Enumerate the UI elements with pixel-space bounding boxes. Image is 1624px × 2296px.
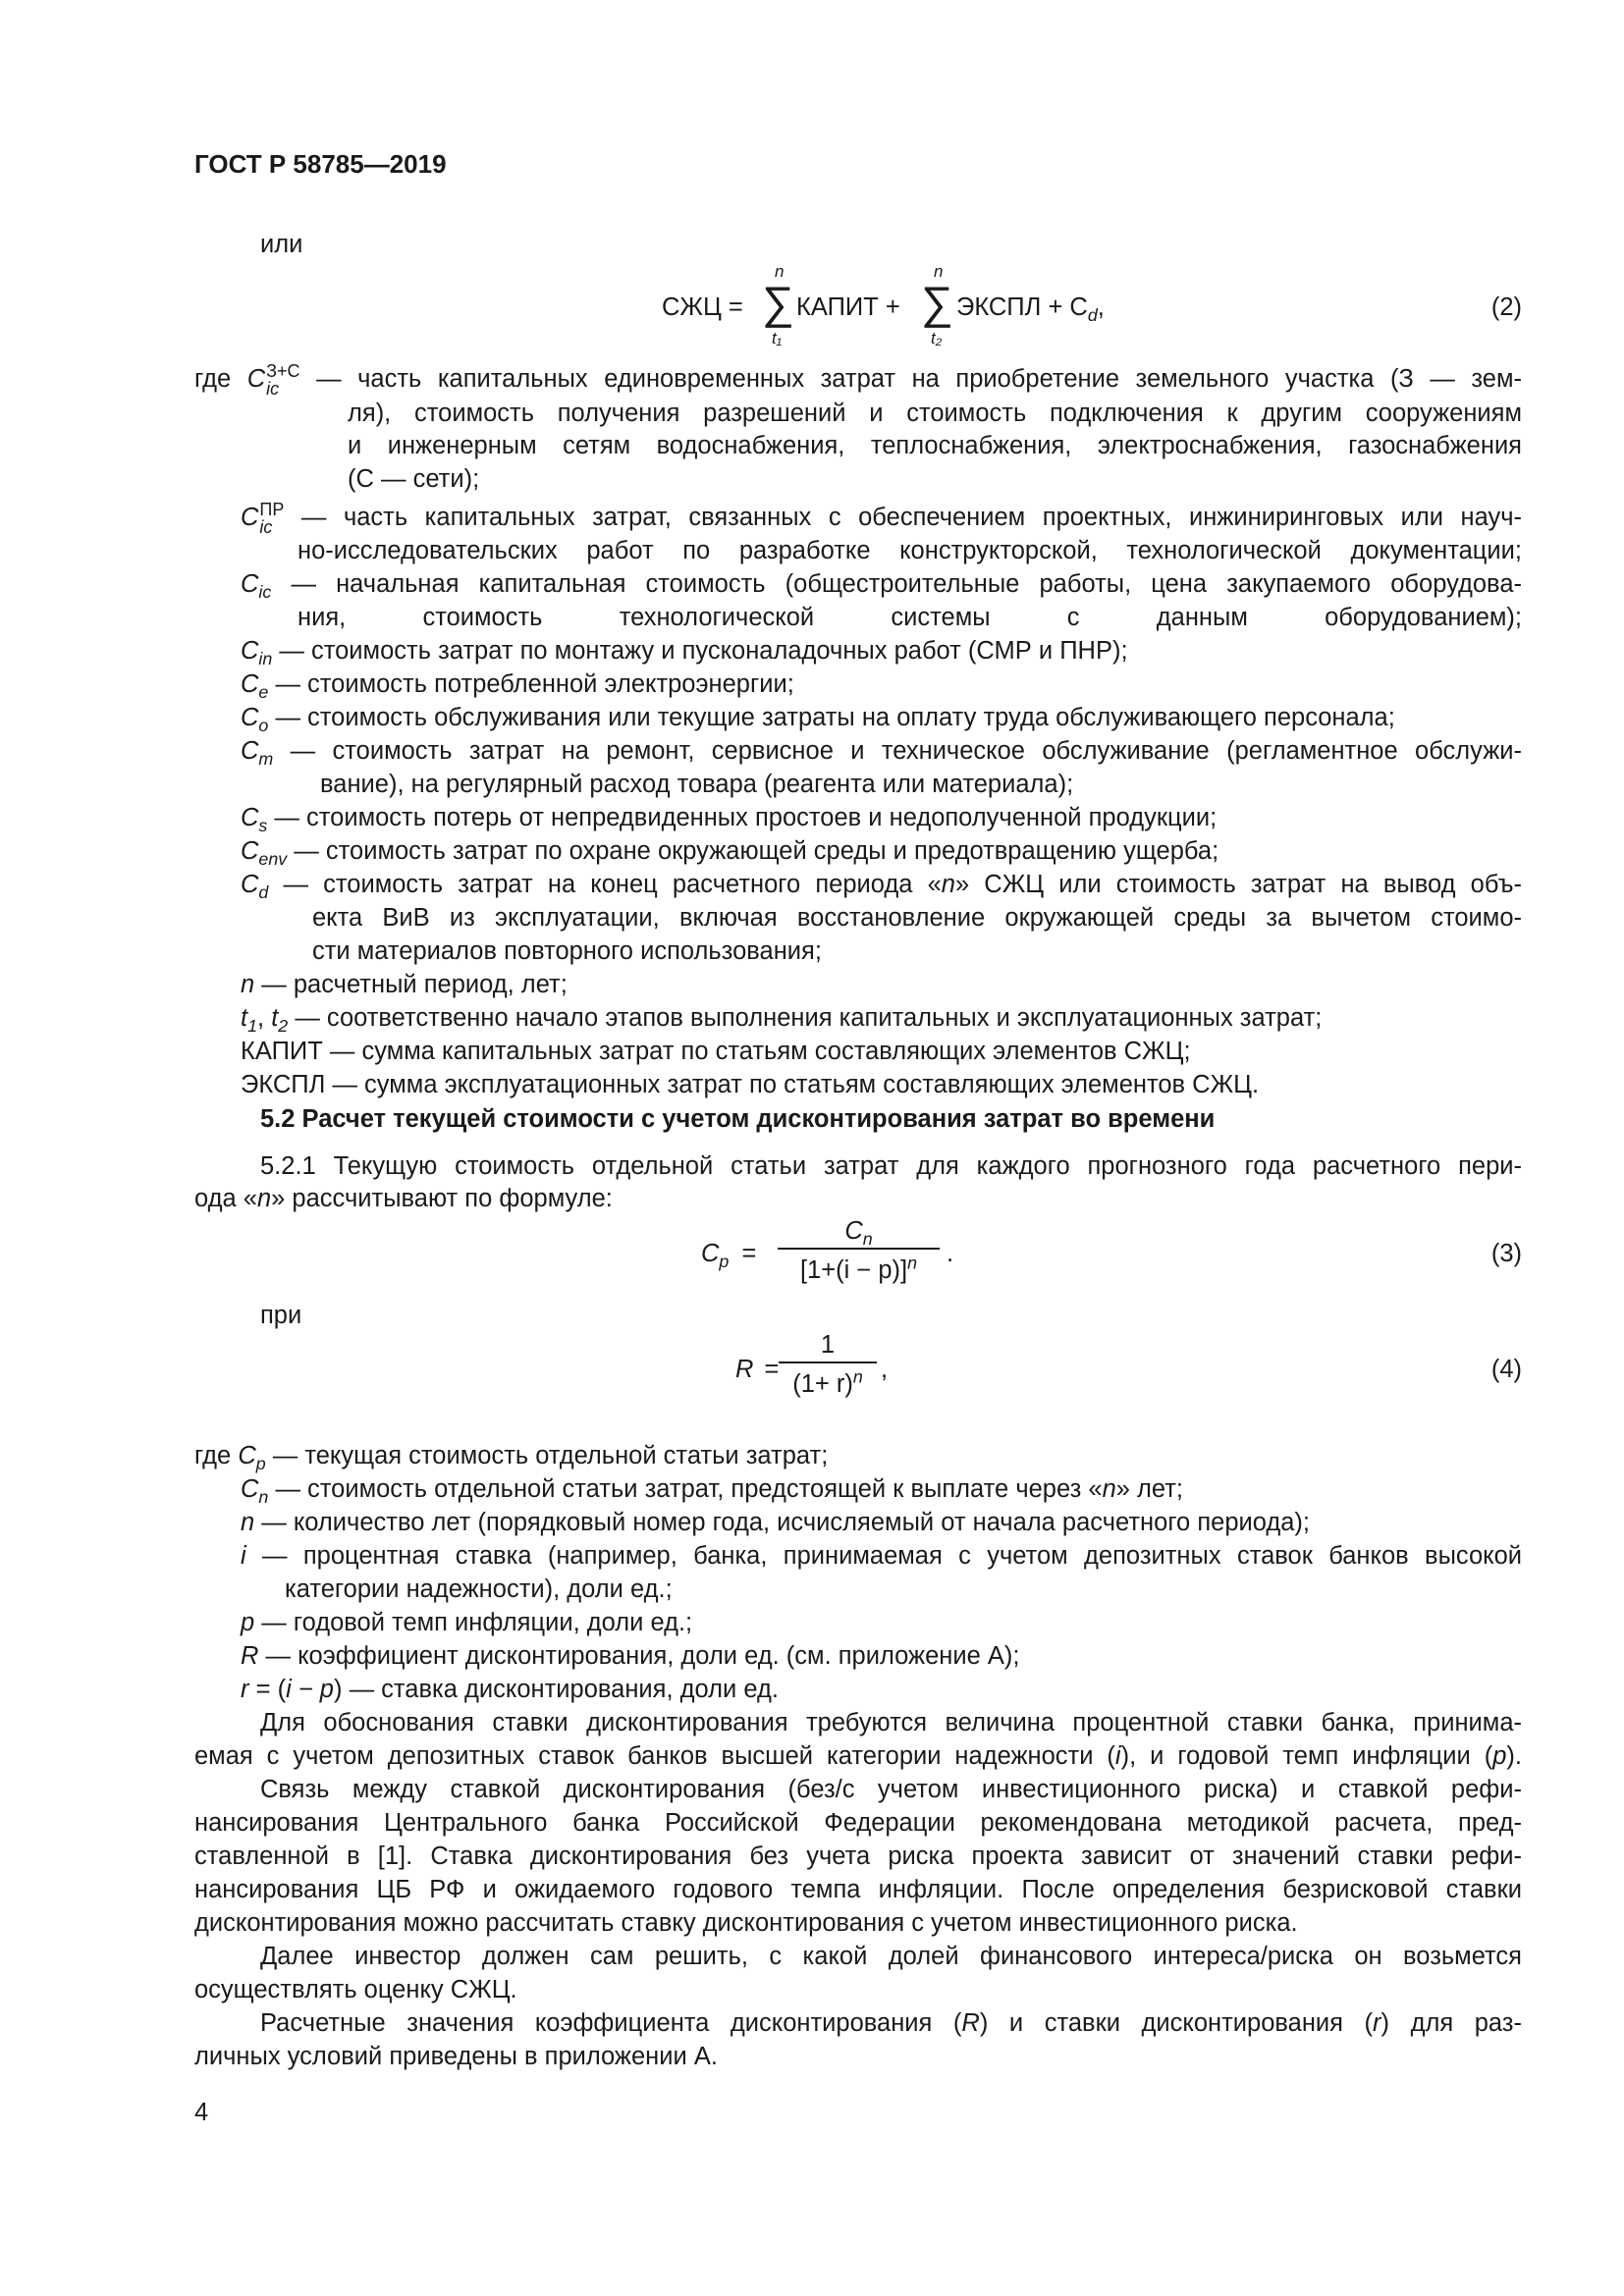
section-heading: 5.2 Расчет текущей стоимости с учетом дисконтирования затрат во времени	[260, 1105, 1216, 1133]
definition-text: — стоимость затрат на ремонт, сервисное и техническое обслуживание (регламентное обслужи-	[273, 737, 1522, 765]
definition-term: ЭКСПЛ	[241, 1071, 326, 1098]
paragraph-math: p	[1492, 1742, 1507, 1770]
definition-term: КАПИТ	[241, 1038, 323, 1065]
definition-subscript: ic	[258, 582, 272, 603]
definition-subscript: ic	[266, 379, 280, 400]
paragraph-text: личных условий приведены в приложении А.	[194, 2043, 718, 2070]
definition-prefix: где	[194, 1442, 239, 1469]
paragraph-text: и ставки дисконтирования	[988, 2009, 1365, 2037]
definition-symbol: C	[241, 737, 259, 765]
formula-2-term-2-end: ,	[1097, 294, 1105, 321]
formula-4-eq: =	[764, 1356, 780, 1383]
paragraph-text: Связь между ставкой дисконтирования (без/с учетом инвестиционного риска) и ставкой рефи-	[260, 1776, 1522, 1803]
paragraph-text: Для обоснования ставки дисконтирования требуются величина процентной ставки банка, принима-	[260, 1709, 1522, 1736]
formula-3-number: (3)	[1490, 1240, 1522, 1267]
paragraph-line	[194, 1739, 1522, 1773]
definition-superscript: З+С	[266, 361, 300, 382]
definition-text: — стоимость отдельной статьи затрат, предстоящей к выплате через	[268, 1475, 1089, 1503]
paragraph-text: ставленной в [1]. Ставка дисконтирования без учета риска проекта зависит от значений ставки рефи-	[194, 1842, 1522, 1870]
para-521-text-b: » рассчитывают по формуле:	[271, 1185, 613, 1212]
paragraph-line	[194, 1973, 517, 2006]
definition-text: — процентная ставка (например, банка, принимаемая с учетом депозитных ставок банков высокой	[245, 1542, 1522, 1570]
definition-text: — часть капитальных затрат, связанных с обеспечением проектных, инжиниринговых или науч-	[284, 504, 1522, 531]
formula-4-end: ,	[881, 1356, 889, 1383]
paragraph-text: (	[952, 2009, 962, 2037]
definition-line	[241, 868, 1522, 901]
definition-text: сти материалов повторного использования;	[312, 937, 822, 965]
definition-text: — расчетный период, лет;	[254, 971, 568, 998]
formula-3-numerator	[778, 1214, 940, 1250]
paragraph-line	[260, 2006, 1522, 2040]
definition-line	[241, 1673, 779, 1706]
definition-symbol: C	[241, 1475, 259, 1503]
definition-subscript: ic	[259, 517, 273, 538]
definition-text: — стоимость потребленной электроэнергии;	[268, 670, 794, 698]
definition-line	[241, 1035, 1191, 1068]
paragraph-text: .	[1514, 1742, 1522, 1770]
definition-subscript: d	[258, 882, 269, 903]
formula-4-intro: при	[260, 1302, 302, 1329]
definition-symbol: R	[241, 1642, 259, 1670]
definition-text: — соответственно начало этапов выполнения капитальных и эксплуатационных затрат;	[288, 1004, 1323, 1032]
sigma-2-top: n	[934, 262, 944, 281]
definition-text: — стоимость затрат на конец расчетного периода	[268, 871, 928, 898]
definition-text: лет;	[1129, 1475, 1184, 1503]
definition-text: — текущая стоимость отдельной статьи затрат;	[265, 1442, 829, 1469]
paragraph-text: (	[1364, 2009, 1374, 2037]
definition-symbol: C	[241, 704, 259, 731]
definition-line	[298, 601, 1522, 634]
paragraph-text: )	[1506, 1742, 1515, 1770]
definition-symbol: r	[241, 1676, 249, 1703]
definition-text: »	[954, 871, 970, 898]
definition-line	[241, 667, 794, 701]
paragraph-line	[260, 1706, 1522, 1739]
sigma-2-bottom: t₂	[931, 329, 943, 347]
formula-2-term-1: КАПИТ +	[796, 294, 900, 321]
definition-text: ля), стоимость получения разрешений и стоимость подключения к другим сооружениям	[348, 400, 1522, 427]
definition-symbol: C	[241, 504, 259, 531]
definition-symbol: C	[238, 1442, 256, 1469]
definition-text: и инженерным сетям водоснабжения, теплоснабжения, электроснабжения, газоснабжения	[348, 432, 1522, 459]
definition-line	[320, 768, 1073, 801]
definition-text: (	[277, 1676, 287, 1703]
definition-symbol: t	[241, 1004, 248, 1032]
definition-subscript: n	[258, 1487, 269, 1508]
paragraph-text: , и годовой темп инфляции	[1129, 1742, 1485, 1770]
paragraph-text: )	[1120, 1742, 1130, 1770]
definition-line	[241, 1639, 1019, 1673]
formula-2-number: (2)	[1490, 294, 1522, 321]
formula-2-term-2-text: ЭКСПЛ + C	[956, 294, 1088, 321]
formula-3-eq: =	[741, 1240, 757, 1267]
formula-4-lhs-sym: R	[735, 1356, 754, 1383]
definition-line	[285, 1573, 673, 1606]
definition-symbol: n	[241, 971, 255, 998]
definition-text: «	[1088, 1475, 1103, 1503]
paragraph-text: дисконтирования можно рассчитать ставку дисконтирования с учетом инвестиционного риска.	[194, 1909, 1298, 1937]
definition-text: — годовой темп инфляции, доли ед.;	[254, 1609, 693, 1636]
formula-3-fraction	[778, 1214, 940, 1287]
formula-4-number: (4)	[1490, 1356, 1522, 1383]
paragraph-line	[194, 1806, 1522, 1840]
definition-symbol: C	[241, 570, 259, 598]
para-521-n: n	[256, 1185, 272, 1212]
definition-text: — сумма капитальных затрат по статьям составляющих элементов СЖЦ;	[322, 1038, 1191, 1065]
formula-4-fraction	[779, 1328, 877, 1401]
paragraph-text: (	[1484, 1742, 1493, 1770]
definition-text: — стоимость обслуживания или текущие затраты на оплату труда обслуживающего персонала;	[268, 704, 1395, 731]
formula-3-lhs-sym: C	[701, 1240, 720, 1267]
paragraph-text: Расчетные значения коэффициента дисконтирования	[260, 2009, 953, 2037]
definition-math: n	[941, 871, 955, 898]
definition-symbol: p	[241, 1609, 255, 1636]
definition-line	[241, 1472, 1183, 1506]
definition-text: — количество лет (порядковый номер года, исчисляемый от начала расчетного периода);	[254, 1509, 1310, 1536]
definition-subscript: 1	[247, 1016, 258, 1037]
definition-symbol: n	[241, 1509, 255, 1536]
definition-text: категории надежности), доли ед.;	[285, 1575, 673, 1603]
formula-intro: или	[260, 231, 303, 258]
formula-2-term-2-sub: d	[1087, 305, 1098, 326]
paragraph-line	[194, 1840, 1522, 1873]
definition-line	[194, 1439, 828, 1472]
para-521-text-a: ода «	[194, 1185, 257, 1212]
formula-3-end: .	[947, 1240, 954, 1267]
formula-3-denominator	[778, 1250, 940, 1287]
paragraph-math: r	[1373, 2009, 1381, 2037]
definition-text: екта ВиВ из эксплуатации, включая восстановление окружающей среды за вычетом стоимо-	[312, 904, 1522, 932]
paragraph-math: i	[1114, 1742, 1121, 1770]
definition-line	[241, 634, 1128, 667]
definition-subscript: env	[258, 849, 288, 870]
definition-text: =	[248, 1676, 278, 1703]
definition-prefix: где	[194, 365, 247, 393]
definition-line	[312, 934, 822, 968]
definition-symbol-2: t	[271, 1004, 279, 1032]
formula-4-denominator	[779, 1363, 877, 1401]
definition-indices	[266, 362, 299, 398]
document-code: ГОСТ Р 58785—2019	[194, 149, 447, 179]
paragraph-text: емая с учетом депозитных ставок банков высшей категории надежности	[194, 1742, 1108, 1770]
formula-3-lhs	[701, 1237, 756, 1270]
definition-symbol: C	[241, 837, 259, 865]
paragraph-text: )	[1380, 2009, 1390, 2037]
definition-symbol: C	[241, 670, 259, 698]
definition-text: — коэффициент дисконтирования, доли ед. (см. приложение А);	[258, 1642, 1020, 1670]
definition-line	[241, 567, 1522, 601]
definition-subscript: p	[255, 1454, 266, 1474]
paragraph-text: )	[979, 2009, 989, 2037]
definition-line	[241, 501, 1522, 536]
paragraph-math: R	[961, 2009, 980, 2037]
definition-subscript: in	[258, 649, 273, 669]
formula-2-lhs: СЖЦ =	[662, 294, 743, 321]
definition-text: «	[927, 871, 942, 898]
definition-line	[241, 968, 568, 1001]
paragraph-text: для раз-	[1389, 2009, 1522, 2037]
definition-text: — стоимость затрат по охране окружающей среды и предотвращению ущерба;	[287, 837, 1219, 865]
definition-subscript: m	[258, 749, 274, 770]
paragraph-line	[260, 1940, 1522, 1973]
definition-subscript: s	[258, 816, 268, 836]
definition-line	[348, 397, 1522, 430]
definition-line	[312, 901, 1522, 934]
definition-line	[241, 734, 1522, 768]
definition-symbol: C	[246, 365, 266, 393]
page-number: 4	[194, 2099, 209, 2126]
paragraph-line	[194, 2040, 718, 2073]
definition-text: (С — сети);	[348, 465, 480, 493]
definition-line	[241, 801, 1217, 834]
paragraph-line	[260, 1773, 1522, 1806]
definition-text: — ставка дисконтирования, доли ед.	[342, 1676, 779, 1703]
formula-2-term-2	[956, 291, 1105, 324]
formula-4-numerator: 1	[779, 1328, 877, 1363]
formula-4-den-sup: n	[852, 1366, 863, 1387]
definition-text: ния, стоимость технологической системы с данным оборудованием);	[298, 604, 1522, 631]
definition-text: СЖЦ или стоимость затрат на вывод объ-	[969, 871, 1523, 898]
definition-symbol: C	[241, 637, 259, 665]
definition-line	[241, 1068, 1259, 1101]
definition-text: )	[333, 1676, 343, 1703]
sigma-1: ∑	[762, 277, 794, 328]
definition-line	[241, 1001, 1322, 1035]
para-521-line-2	[194, 1182, 613, 1215]
definition-subscript: o	[258, 716, 269, 736]
definition-text: — часть капитальных единовременных затрат на приобретение земельного участка (З — зем-	[299, 365, 1522, 393]
paragraph-text: Далее инвестор должен сам решить, с какой долей финансового интереса/риска он возьмется	[260, 1943, 1522, 1970]
paragraph-text: осуществлять оценку СЖЦ.	[194, 1976, 517, 2003]
paragraph-line	[194, 1873, 1522, 1906]
definition-line	[241, 1606, 692, 1639]
definition-indices	[259, 501, 284, 536]
paragraph-text: (	[1107, 1742, 1115, 1770]
definition-line	[241, 1539, 1522, 1573]
definition-line	[298, 534, 1522, 567]
para-521-line-1: 5.2.1 Текущую стоимость отдельной статьи затрат для каждого прогнозного года расчетного пери-	[260, 1152, 1522, 1180]
definition-line	[348, 429, 1522, 462]
definition-separator: ,	[257, 1004, 272, 1032]
definition-line	[194, 362, 1522, 398]
definition-math: n	[1102, 1475, 1116, 1503]
sigma-1-top: n	[775, 262, 785, 281]
formula-3-den-sup: n	[907, 1253, 918, 1273]
definition-subscript: e	[258, 682, 269, 703]
definition-subscript-2: 2	[278, 1016, 289, 1037]
definition-line	[241, 701, 1395, 734]
definition-text: но-исследовательских работ по разработке конструкторской, технологической документации;	[298, 537, 1522, 564]
definition-symbol: i	[241, 1542, 246, 1570]
definition-text: — стоимость потерь от непредвиденных простоев и недополученной продукции;	[267, 804, 1218, 831]
formula-2	[0, 0, 1624, 373]
paragraph-line	[194, 1906, 1298, 1940]
formula-4-den-text: (1+ r)	[792, 1370, 853, 1398]
definition-text: — сумма эксплуатационных затрат по статьям составляющих элементов СЖЦ.	[325, 1071, 1260, 1098]
sigma-1-bottom: t₁	[772, 329, 783, 347]
formula-3-num-sym: C	[844, 1217, 863, 1245]
definition-line	[241, 1506, 1310, 1539]
formula-3-lhs-sub: p	[719, 1252, 730, 1272]
definition-symbol: C	[241, 804, 259, 831]
sigma-2: ∑	[921, 277, 953, 328]
formula-3-num-sub: n	[862, 1229, 873, 1250]
formula-3-den-text: [1+(i − p)]	[799, 1256, 908, 1284]
paragraph-text: нансирования Центрального банка Российской Федерации рекомендована методикой расчета, пред-	[194, 1809, 1522, 1837]
definition-line	[348, 462, 479, 496]
definition-text: »	[1115, 1475, 1130, 1503]
formula-4-lhs	[735, 1353, 779, 1386]
definition-text: вание), на регулярный расход товара (реагента или материала);	[320, 771, 1074, 798]
definition-text: — стоимость затрат по монтажу и пусконаладочных работ (СМР и ПНР);	[272, 637, 1128, 665]
definition-symbol: C	[241, 871, 259, 898]
definition-line	[241, 834, 1218, 868]
definition-math: i − p	[286, 1676, 334, 1703]
paragraph-text: нансирования ЦБ РФ и ожидаемого годового темпа инфляции. После определения безрисковой ставки	[194, 1876, 1522, 1903]
definition-superscript: ПР	[259, 500, 285, 520]
definition-text: — начальная капитальная стоимость (общестроительные работы, цена закупаемого оборудова-	[271, 570, 1522, 598]
